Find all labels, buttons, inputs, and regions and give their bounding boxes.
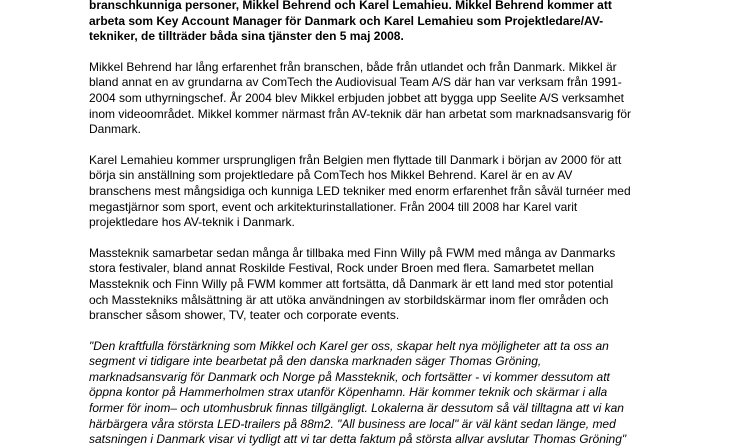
- text-line: branschens mest mångsidiga och kunniga LED tekniker med enorm erfarenhet från såväl turnéer med: [89, 183, 631, 198]
- text-line: projektledare hos AV-teknik i Danmark.: [89, 215, 295, 230]
- text-line: 2004 som uthyrningschef. År 2004 blev Mikkel erbjuden jobbet att bygga upp Seelite A/S verksamhet: [89, 90, 624, 105]
- text-line: megastjärnor som sport, event och arkitekturinstallationer. Från 2004 till 2008 har Karel varit: [89, 199, 578, 214]
- paragraph-gap: [89, 45, 669, 60]
- text-line: branscher såsom shower, TV, teater och corporate events.: [89, 308, 400, 323]
- lead-line: arbeta som Key Account Manager för Danmark och Karel Lemahieu som Projektledare/AV-: [89, 13, 604, 28]
- quote-line: härbärgera våra största LED-trailers på 88m2. "All business are local" är väl känt sedan länge, med: [89, 416, 616, 431]
- text-line: Massteknik och Finn Willy på FWM kommer att fortsätta, då Danmark är ett land med stor potential: [89, 276, 614, 291]
- text-line: bland annat en av grundarna av ComTech the Audiovisual Team A/S där han var verksam från 1991-: [89, 75, 622, 90]
- paragraph-massteknik: [89, 246, 669, 324]
- quote-line: "Den kraftfulla förstärkning som Mikkel och Karel ger oss, skapar helt nya möjligheter att ta oss an: [89, 338, 609, 353]
- paragraph-gap: [89, 231, 669, 246]
- text-line: Karel Lemahieu kommer ursprungligen från Belgien men flyttade till Danmark i början av 2000 för att: [89, 152, 622, 167]
- quote-line: segment vi tidigare inte bearbetat på den danska marknaden säger Thomas Gröning,: [89, 354, 542, 369]
- quote-line: marknadsansvarig för Danmark och Norge på Massteknik, och fortsätter - vi kommer dessutom att: [89, 369, 610, 384]
- quote-line: satsningen i Danmark visar vi tydligt att vi tar detta faktum på största allvar avslutar Thomas Gröning": [89, 432, 627, 447]
- quote-line: öppna kontor på Hammerholmen strax utanför Köpenhamn. Här kommer teknik och skärmar i alla: [89, 385, 608, 400]
- text-line: och Masstekniks målsättning är att utöka användningen av storbildskärmar inom fler områden och: [89, 292, 609, 307]
- document-page: [89, 0, 669, 448]
- text-line: stora festivaler, bland annat Roskilde Festival, Rock under Broen med flera. Samarbetet mellan: [89, 261, 594, 276]
- text-line: börja sin anställning som projektledare på ComTech hos Mikkel Behrend. Karel är en av AV: [89, 168, 573, 183]
- lead-line: tekniker, de tillträder båda sina tjänster den 5 maj 2008.: [89, 29, 404, 44]
- quote-paragraph: [89, 339, 669, 448]
- text-line: Massteknik samarbetar sedan många år tillbaka med Finn Willy på FWM med många av Danmarks: [89, 245, 616, 260]
- text-line: inom videoområdet. Mikkel kommer närmast från AV-teknik där han arbetat som marknadsansvarig för: [89, 106, 632, 121]
- paragraph-karel: [89, 153, 669, 231]
- lead-paragraph: [89, 0, 669, 45]
- paragraph-gap: [89, 138, 669, 153]
- quote-line: former för inom– och utomhusbruk finnas tillgängligt. Lokalerna är dessutom så väl tilltagna att vi kan: [89, 401, 624, 416]
- paragraph-gap: [89, 324, 669, 339]
- text-line: Mikkel Behrend har lång erfarenhet från branschen, både från utlandet och från Danmark. Mikkel är: [89, 59, 617, 74]
- text-line: Danmark.: [89, 122, 142, 137]
- lead-line: branschkunniga personer, Mikkel Behrend och Karel Lemahieu. Mikkel Behrend kommer att: [89, 0, 612, 12]
- paragraph-mikkel: [89, 60, 669, 138]
